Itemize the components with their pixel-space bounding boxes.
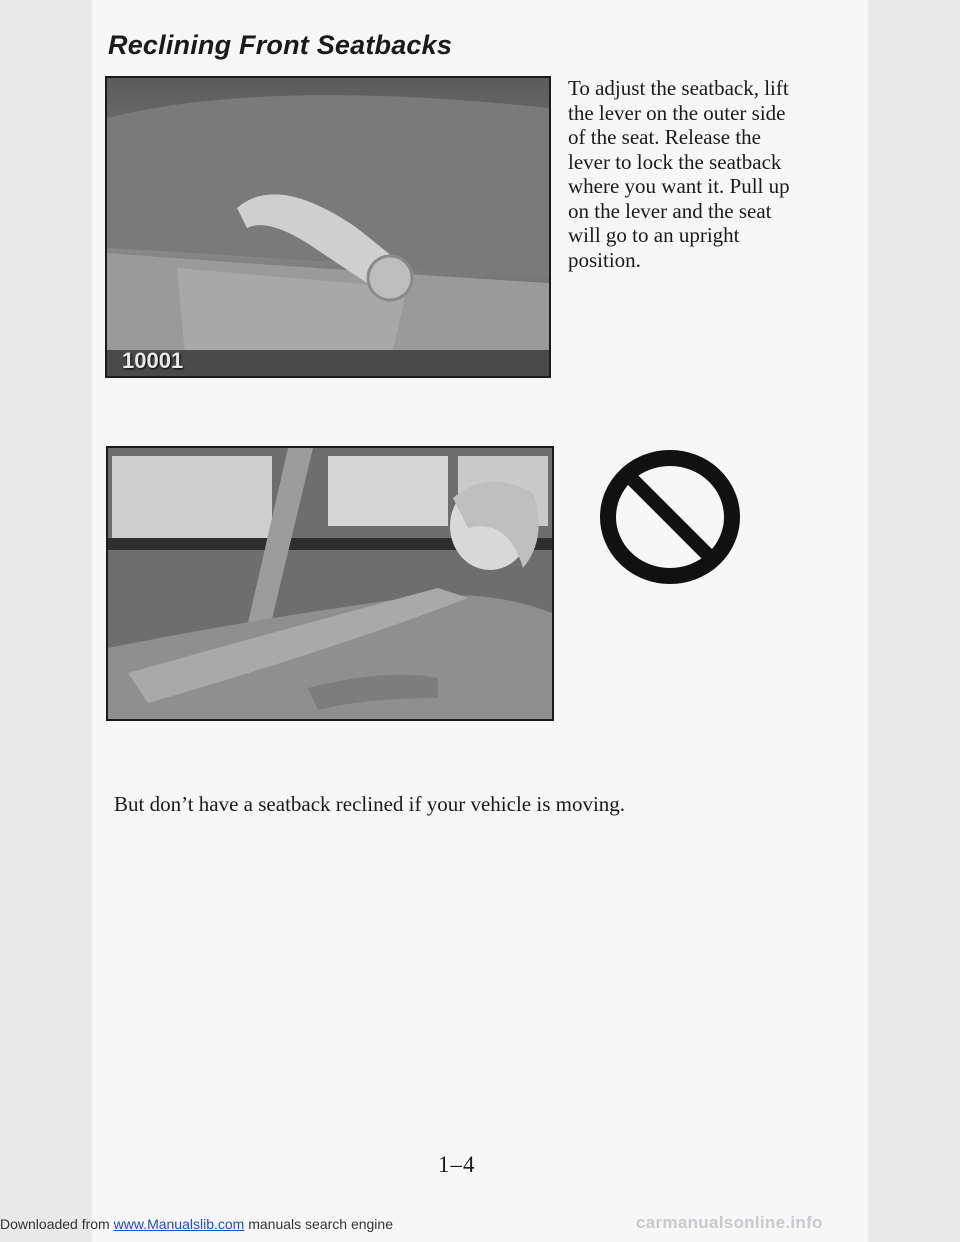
- footer-suffix: manuals search engine: [248, 1216, 393, 1232]
- adjust-instructions: To adjust the seatback, lift the lever on the outer side of the seat. Release the lever to lock the seatback where you want it. Pull up on the lever and the seat will go to an upright position.: [568, 76, 790, 272]
- manualslib-link[interactable]: www.Manualslib.com: [113, 1216, 245, 1232]
- site-watermark: carmanualsonline.info: [636, 1213, 823, 1232]
- reclined-occupant-illustration: [106, 446, 554, 721]
- seat-lever-photo: [105, 76, 551, 378]
- page-number: 1–4: [438, 1152, 476, 1177]
- download-footer: [0, 1216, 393, 1238]
- footer-prefix: Downloaded from: [0, 1216, 110, 1232]
- no-symbol-icon: [596, 446, 744, 588]
- page-heading: Reclining Front Seatbacks: [108, 30, 453, 60]
- warning-text: But don’t have a seatback reclined if your vehicle is moving.: [114, 792, 626, 816]
- photo-code: 10001: [122, 348, 184, 373]
